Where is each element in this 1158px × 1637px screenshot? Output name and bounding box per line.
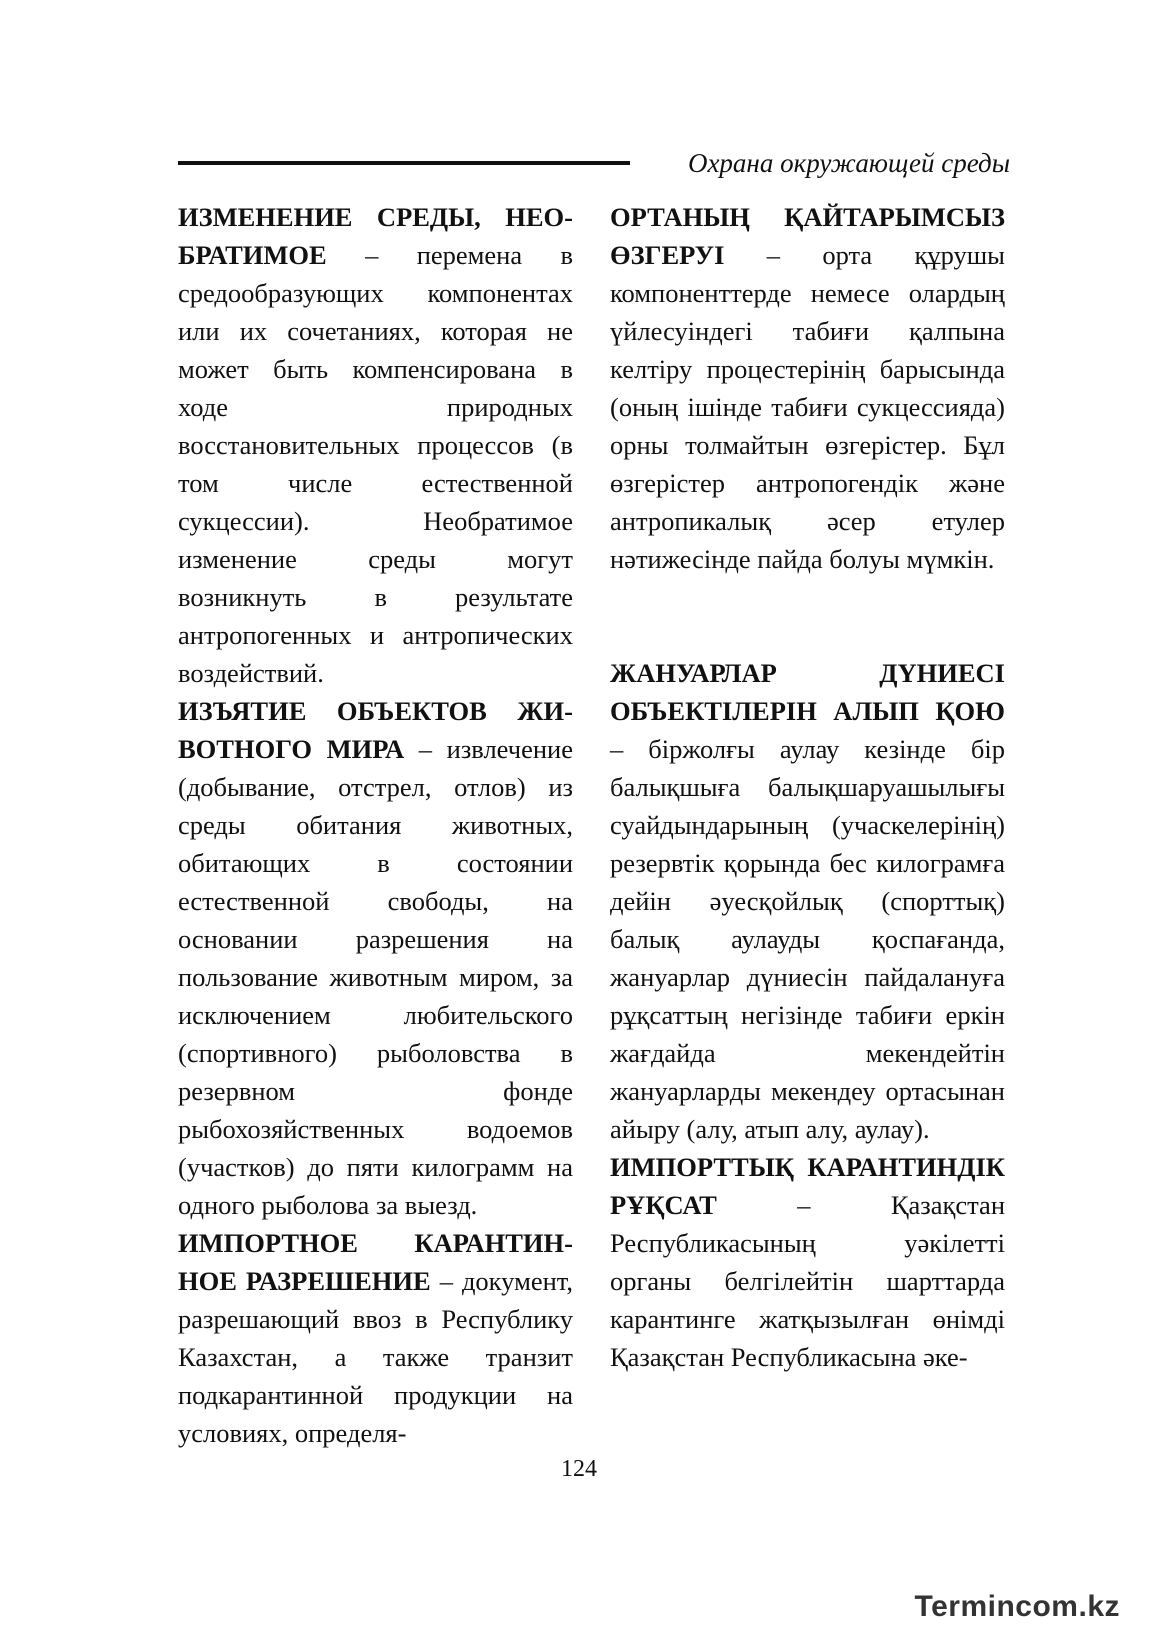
entry-definition: – біржолғы аулау кезінде бір балықшыға балықшаруашылығы суайдындарының (учаскелерінің) резервтік қорында бес килограмға дейін әуесқойлық (спорттық) балық аулауды қоспағанда, жануарлар дүниесін пайдалануға рұқсаттың негізінде табиғи еркін жағдайда мекендейтін жануарларды мекендеу ортасынан айыру (алу, атып алу, аулау). [610,734,1005,1144]
entry-term: ИМПОРТТЫҚ КАРАНТИНДІК РҰҚСАТ [610,1152,1005,1220]
running-header: Охрана окружающей среды [687,148,1010,178]
entry-left-1 [178,198,573,692]
header-rule [178,161,630,165]
entry-definition: – документ, разрешающий ввоз в Республику Казахстан, а также транзит подкарантинной продукции на условиях, определя- [178,1266,574,1448]
entry-left-3 [178,1224,573,1452]
entry-definition: – перемена в средообразующих компонентах или их сочетаниях, которая не может быть компенсирована в ходе природных восстановительных процессов (в том числе естественной сукцессии). Необратимое изменение среды могут возникнуть в результате антропогенных и антропических воздействий. [178,240,573,688]
page-number: 124 [561,1456,597,1482]
left-column [178,198,573,1452]
entry-right-2 [610,654,1005,1148]
entry-right-1 [610,198,1005,578]
entry-term: ОРТАНЫҢ ҚАЙТАРЫМСЫЗ ӨЗГЕРУІ [610,202,1005,270]
entry-right-3 [610,1148,1005,1376]
entry-term: ИЗМЕНЕНИЕ СРЕДЫ, НЕОБРАТИМОЕ [178,202,573,270]
site-watermark: Termincom.kz [914,1590,1120,1623]
entry-term: ЖАНУАРЛАР ДҮНИЕСІ ОБЪЕКТІЛЕРІН АЛЫП ҚОЮ [610,658,1005,726]
entry-definition: – Қазақстан Республикасының уәкілетті органы белгілейтін шарттарда карантинге жатқызылған өнімді Қазақстан Республикасына әке- [610,1190,1005,1372]
entry-term: ИЗЪЯТИЕ ОБЪЕКТОВ ЖИВОТНОГО МИРА [178,696,573,764]
entry-term: ИМПОРТНОЕ КАРАНТИННОЕ РАЗРЕШЕНИЕ [178,1228,573,1296]
spacer [610,616,1005,654]
spacer [610,578,1005,616]
entry-definition: – орта құрушы компоненттерде немесе олардың үйлесуіндегі табиғи қалпына келтіру процестерінің барысында (оның ішінде табиғи сукцессияда) орны толмайтын өзгерістер. Бұл өзгерістер антропогендік және антропикалық әсер етулер нәтижесінде пайда болуы мүмкін. [610,240,1005,574]
right-column [610,198,1005,1376]
entry-left-2 [178,692,573,1224]
entry-definition: – извлечение (добывание, отстрел, отлов) из среды обитания животных, обитающих в состоянии естественной свободы, на основании разрешения на пользование животным миром, за исключением любительского (спортивного) рыболовства в резервном фонде рыбохозяйственных водоемов (участков) до пяти килограмм на одного рыболова за выезд. [178,734,573,1220]
